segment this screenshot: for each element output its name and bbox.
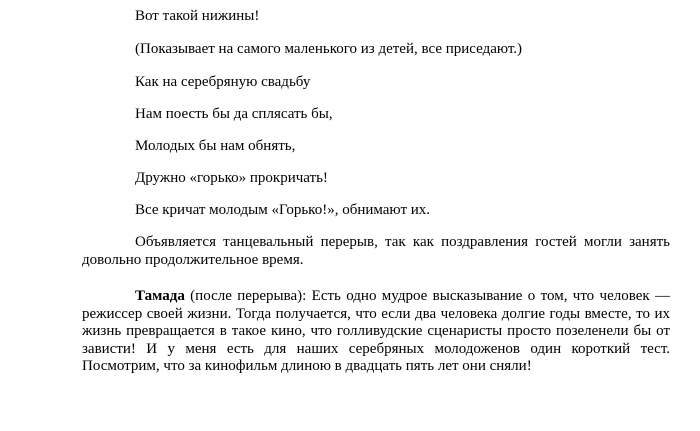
verse-line-4: Нам поесть бы да сплясать бы, (135, 106, 333, 122)
verse-line-6: Дружно «горько» прокричать! (135, 170, 328, 186)
paragraph-toastmaster (82, 288, 670, 376)
verse-line-2: (Показывает на самого маленького из детей, все приседают.) (135, 41, 523, 57)
verse-line-1: Вот такой нижины! (135, 8, 260, 24)
verse-line-7: Все кричат молодым «Горько!», обнимают их. (135, 202, 431, 218)
speaker-text: (после перерыва): Есть одно мудрое высказывание о том, что человек — режиссер своей жизни. Тогда получается, что если два человека долгие годы вместе, то их жизнь превращается в такое кино, что голливудские сценаристы просто позеленели бы от зависти! И у меня есть для наших серебряных молодоженов один короткий тест. Посмотрим, что за кинофильм длиною в двадцать пять лет они сняли! (82, 288, 670, 375)
verse-line-5: Молодых бы нам обнять, (135, 138, 296, 154)
verse-line-3: Как на серебряную свадьбу (135, 74, 311, 90)
paragraph-intermission: Объявляется танцевальный перерыв, так как поздравления гостей могли занять довольно продолжительное время. (82, 234, 670, 268)
speaker-name: Тамада (135, 288, 185, 304)
